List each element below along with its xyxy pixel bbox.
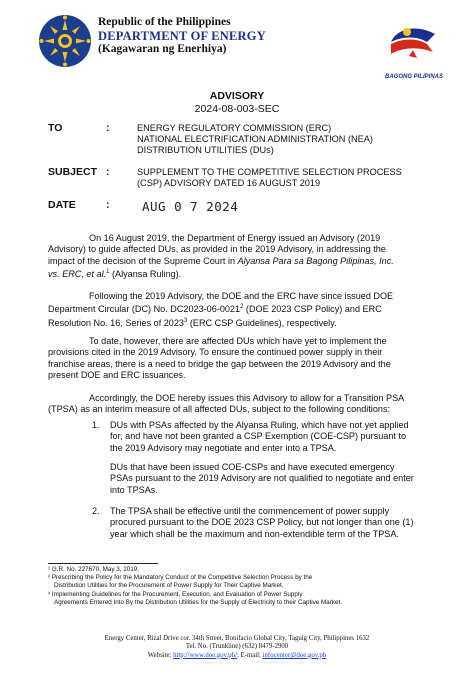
subject-colon: : — [106, 166, 110, 178]
doe-seal-logo — [38, 14, 92, 68]
item-1-number: 1. — [92, 420, 100, 430]
recipient-dus: DISTRIBUTION UTILITIES (DUs) — [137, 145, 274, 155]
item-2-number: 2. — [92, 506, 100, 516]
to-colon: : — [106, 122, 110, 134]
subject-text — [137, 167, 402, 189]
bagong-pilipinas-text: BAGONG PILIPINAS — [384, 74, 443, 80]
paragraph-4: Accordingly, the DOE hereby issues this Advisory to allow for a Transition PSA (TPSA) as an interim measure of all affected DUs, subject to the following conditions: — [48, 393, 405, 415]
subject-line-2: (CSP) ADVISORY DATED 16 AUGUST 2019 — [137, 178, 321, 188]
department-name: DEPARTMENT OF ENERGY — [98, 28, 266, 43]
tagalog-name: (Kagawaran ng Enerhiya) — [98, 43, 227, 55]
to-recipients — [137, 123, 373, 156]
footnote-1: ¹ G.R. No. 227670, May 3, 2019. — [48, 566, 140, 573]
republic-line: Republic of the Philippines — [98, 16, 231, 28]
recipient-nea: NATIONAL ELECTRIFICATION ADMINISTRATION (NEA) — [137, 134, 373, 144]
item-1: DUs with PSAs affected by the Alyansa Ruling, which have not yet applied for, and have not been granted a CSP Exemption (COE-CSP) pursuant to the 2019 Advisory may negotiate and enter into a TPSA. — [110, 420, 409, 453]
recipient-erc: ENERGY REGULATORY COMMISSION (ERC) — [137, 123, 332, 133]
footer-contact: Website: http://www.doe.gov.ph/; E-mail: infocenter@doe.gov.ph — [147, 651, 327, 659]
footer-tel: Tel. No. (Trunkline) (632) 8479-2900 — [185, 643, 289, 651]
footer-address: Energy Center, Rizal Drive cor. 34th Street, Bonifacio Global City, Taguig City, Philippines 1632 — [104, 635, 370, 642]
paragraph-1: On 16 August 2019, the Department of Energy issued an Advisory (2019 Advisory) to guide affected DUs, as provided in the 2019 Advisory, in addressing the impact of the decision of the Supreme Court in Alyansa Para sa Bagong Pilipinas, Inc. vs. ERC, et al.$^1$ (Alyansa Ruling). — [48, 233, 394, 279]
advisory-number: 2024-08-003-SEC — [194, 103, 280, 115]
item-1-note: DUs that have been issued COE-CSPs and have executed emergency PSAs pursuant to the 2019 Advisory are not qualified to negotiate and enter into TPSAs. — [110, 462, 414, 495]
item-2: The TPSA shall be effective until the commencement of power supply procured pursuant to the DOE 2023 CSP Policy, but not longer than one (1) year which shall be the maximum and non-extendible term of the TPSA. — [110, 506, 414, 539]
footnote-2: ² Prescribing the Policy for the Mandatory Conduct of the Competitive Selection Process by the Distribution Utilities for the Procurement of Power Supply for Their Captive Market. — [48, 574, 313, 589]
agency-header — [98, 16, 266, 57]
email-link[interactable]: infocenter@doe.gov.ph — [262, 651, 327, 659]
date-label: DATE — [48, 199, 76, 211]
website-link[interactable]: http://www.doe.gov.ph/ — [173, 651, 237, 659]
date-stamp: AUG 0 7 2024 — [142, 199, 239, 214]
footnote-3: ³ Implementing Guidelines for the Procurement, Execution, and Evaluation of Power Supply Agreements Entered Into By the Distribution Utilities for the Supply of Electricity to their Captive Market. — [48, 591, 343, 606]
subject-label: SUBJECT — [48, 166, 98, 178]
to-label: TO — [48, 122, 63, 134]
paragraph-3: To date, however, there are affected DUs which have yet to implement the provisions cited in the 2019 Advisory. To ensure the continued power supply in their franchise areas, there is a need to bridge the gap between the 2019 Advisory and the present DOE and ERC issuances. — [48, 336, 391, 380]
footnote-divider — [48, 563, 158, 564]
date-colon: : — [106, 199, 110, 211]
paragraph-2: Following the 2019 Advisory, the DOE and the ERC have since issued DOE Department Circular (DC) No. DC2023-06-0021$^2$ (DOE 2023 CSP Policy) and ERC Resolution No. 16, Series of 2023$^3$ (ERC CSP Guidelines), respectively. — [48, 291, 394, 328]
bagong-pilipinas-logo — [387, 20, 439, 62]
advisory-title: ADVISORY — [209, 90, 265, 102]
subject-line-1: SUPPLEMENT TO THE COMPETITIVE SELECTION PROCESS — [137, 167, 402, 177]
page-footer — [0, 635, 474, 660]
